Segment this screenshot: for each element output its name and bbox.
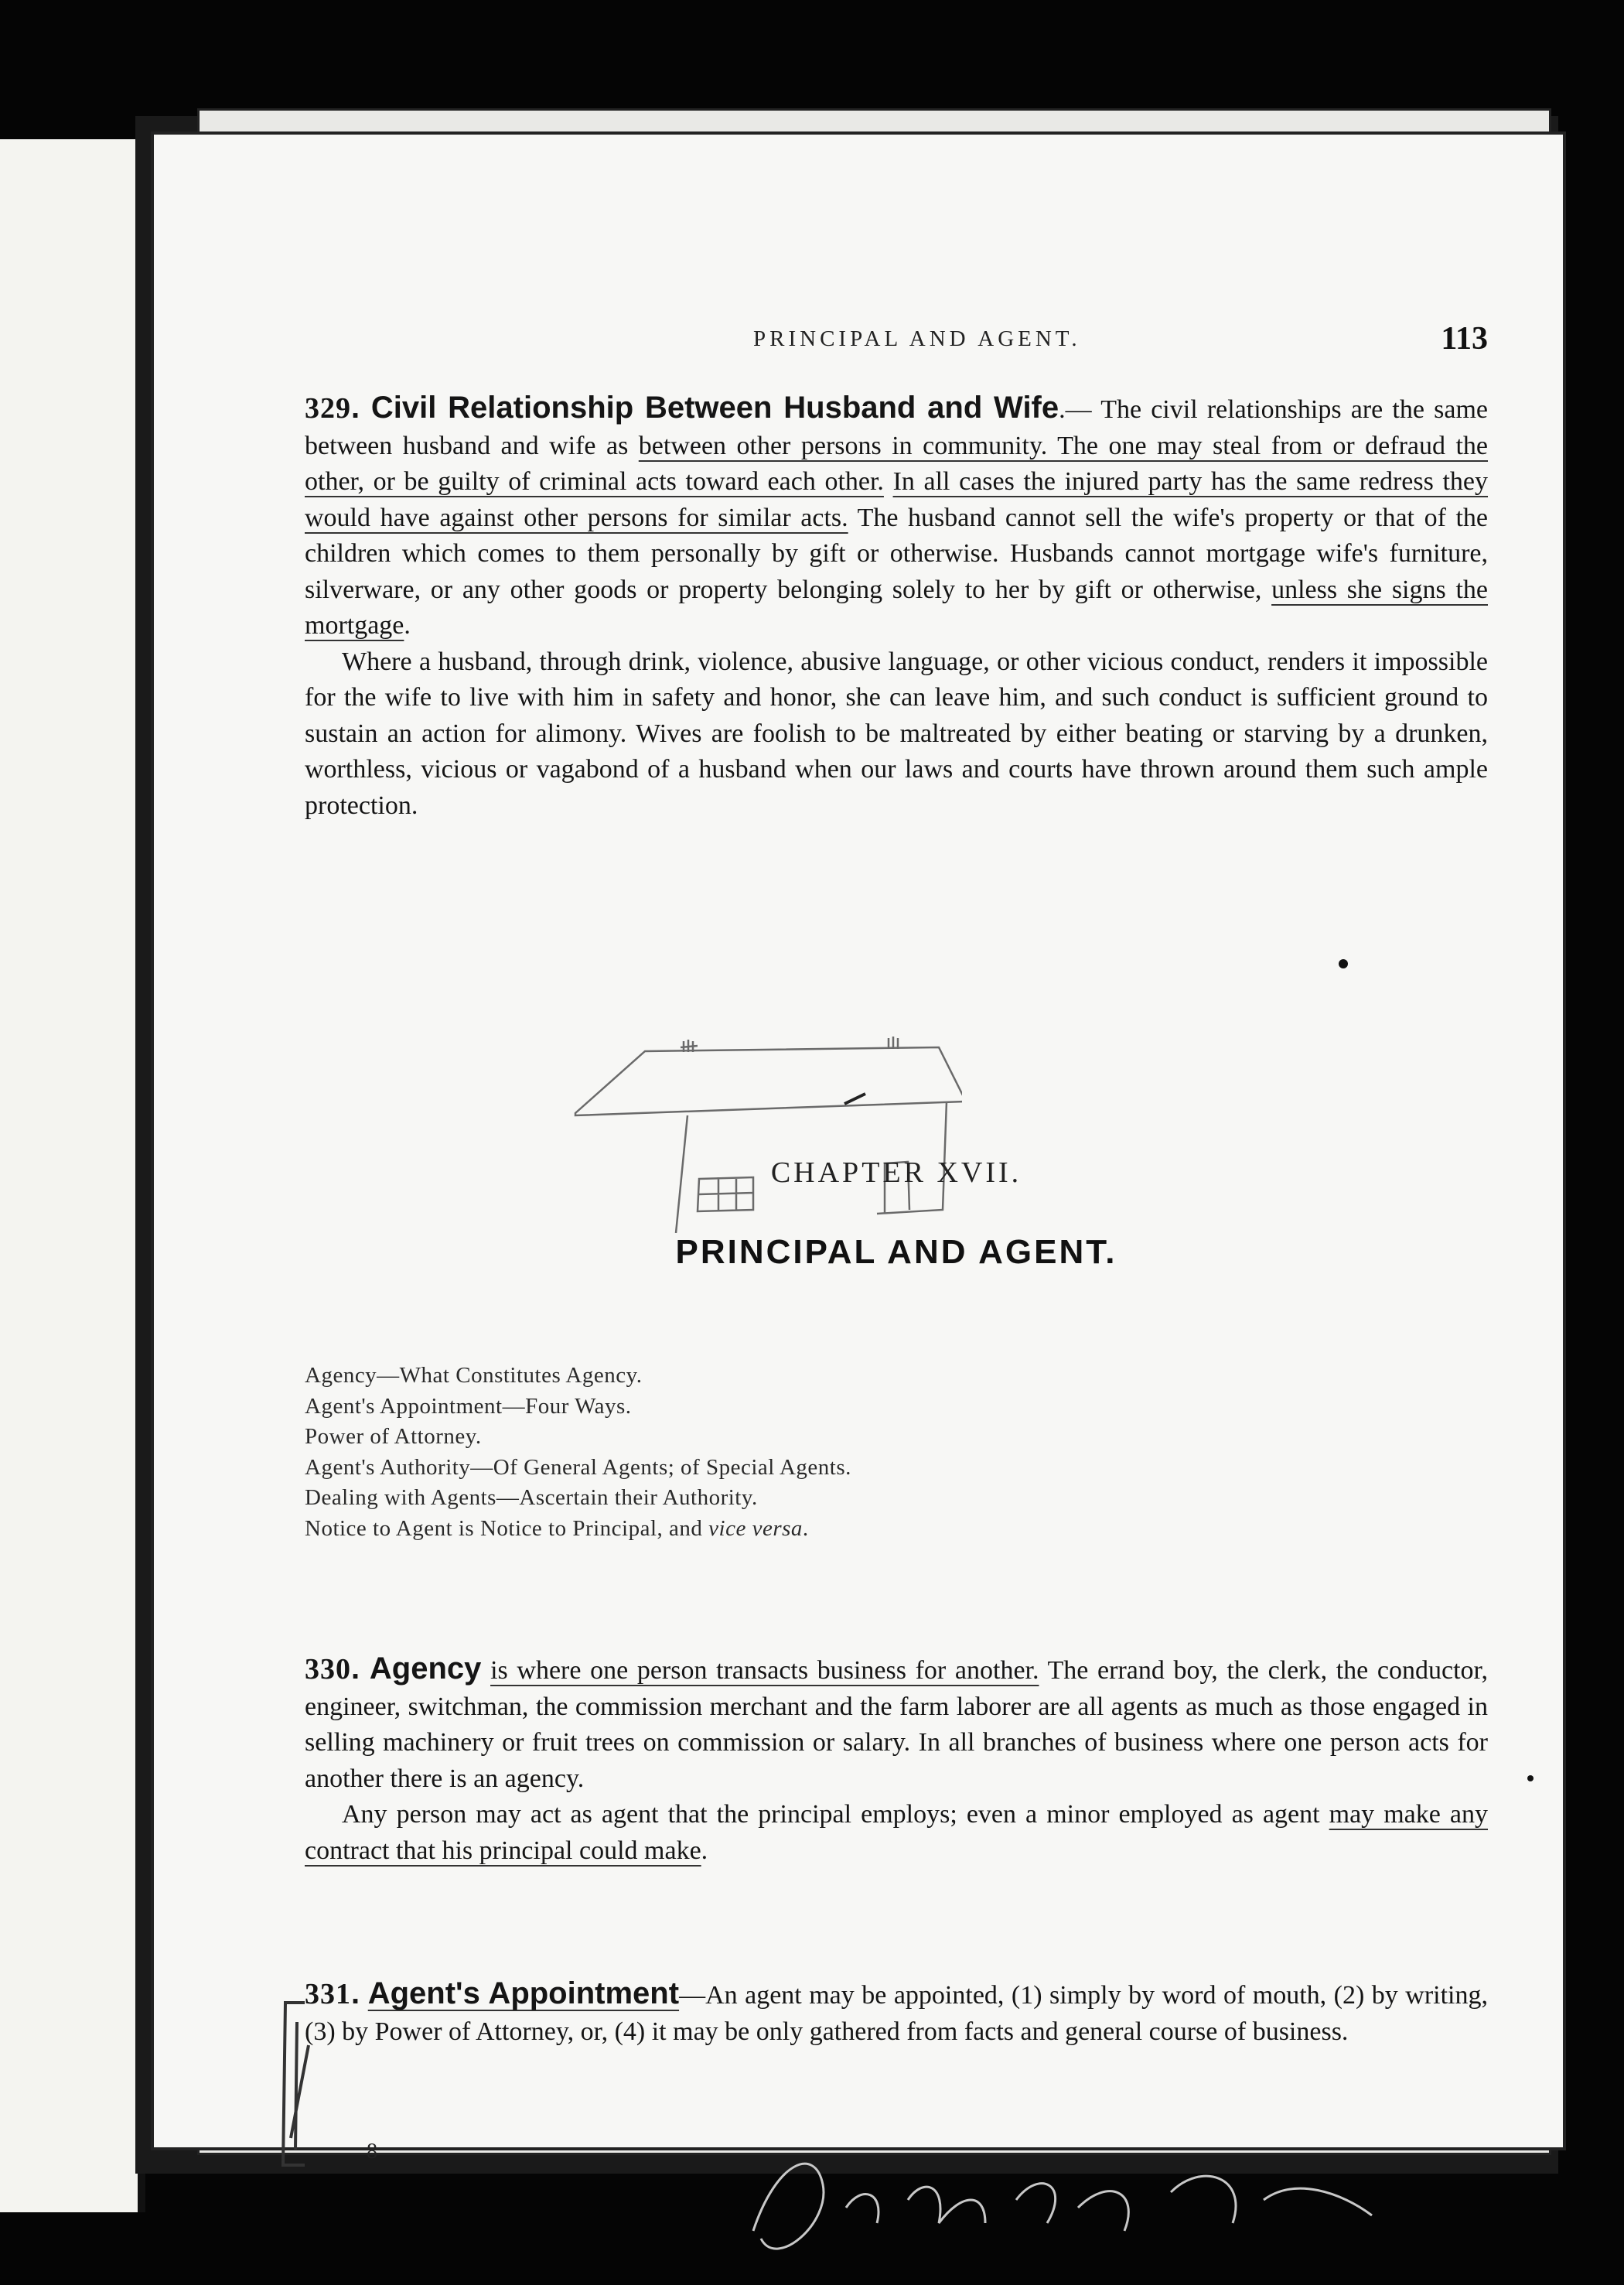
contents-text: Notice to Agent is Notice to Principal, and: [305, 1515, 709, 1541]
section-number: 329: [305, 392, 351, 425]
running-head: [305, 320, 1488, 359]
book-page: [151, 131, 1566, 2164]
section-heading: Agent's Appointment: [367, 1976, 680, 2010]
section-number: 331: [305, 1978, 351, 2010]
page-text-block: [305, 135, 1489, 2164]
chapter-number: CHAPTER XVII.: [770, 1156, 1022, 1189]
section-329-paragraph-2: Where a husband, through drink, violence, abusive language, or other vicious conduct, renders it impossible for the wife to live with him in safety and honor, she can leave him, and such conduct is sufficient ground to sustain an action for alimony. Wives are foolish to be maltreated by either beating or starving by a drunken, worthless, vicious or vagabond of a husband when our laws and courts have thrown around them such ample protection.: [305, 647, 1488, 820]
contents-item: Power of Attorney.: [305, 1424, 482, 1449]
contents-item: [305, 1514, 1488, 1545]
section-dot: .: [351, 391, 371, 425]
section-331-paragraph: [305, 1976, 1488, 2050]
paragraph-text: .: [404, 611, 411, 640]
contents-item: Dealing with Agents—Ascertain their Authority.: [305, 1485, 758, 1510]
section-dot: .: [351, 1976, 368, 2010]
contents-italic: vice versa: [708, 1515, 803, 1541]
section-329-paragraph-1: [305, 390, 1488, 644]
contents-item: Agent's Authority—Of General Agents; of Special Agents.: [305, 1454, 851, 1480]
underlined-text: between other persons in community. The one may steal from or defraud the other, or be guilty of criminal acts toward each other.: [305, 431, 1489, 496]
faint-pencil-scribble: [707, 2115, 1403, 2285]
chapter-contents: [305, 1361, 1488, 1544]
sketch-roof: [575, 1047, 962, 1115]
contents-item: Agent's Appointment—Four Ways.: [305, 1393, 632, 1419]
underlined-text: is where one person transacts business for another.: [490, 1656, 1039, 1685]
sketch-stroke: [844, 1094, 865, 1104]
section-331: [305, 1976, 1488, 2050]
paragraph-text: The husband cannot sell the wife's property or that of the children which comes to them personally by gift or otherwise. Husbands cannot mortgage wife's furniture, silverware, or any other goods or property belonging solely to her by gift or otherwise,: [305, 503, 1488, 604]
page-number: 113: [1441, 321, 1488, 357]
pencil-house-sketch: [560, 978, 962, 1233]
paragraph-text: Any person may act as agent that the principal employs; even a minor employed as agent: [342, 1800, 1329, 1829]
section-330: [305, 1651, 1488, 1869]
chapter-title: PRINCIPAL AND AGENT.: [675, 1233, 1117, 1271]
paragraph-text: [884, 467, 893, 496]
section-329: [305, 390, 1488, 824]
stray-ink-dot: [1527, 1775, 1534, 1781]
section-330-paragraph-2: [305, 1797, 1488, 1869]
section-330-paragraph-1: [305, 1651, 1488, 1797]
margin-bracket-mark: [274, 1999, 328, 2169]
contents-item: Agency—What Constitutes Agency.: [305, 1363, 643, 1388]
contents-text: .: [802, 1515, 809, 1541]
underlined-text: In all cases the injured party has the same redress they would have against other persons for similar acts.: [305, 467, 1489, 532]
signature-mark: 8: [367, 2140, 377, 2164]
section-heading: Civil Relationship Between Husband and Wife: [370, 391, 1059, 425]
section-number: 330: [305, 1653, 351, 1686]
section-dot: .: [351, 1651, 370, 1686]
paragraph-text: —An agent may be appointed, (1) simply by word of mouth, (2) by writing, (3) by Power of Attorney, or, (4) it may be only gathered from facts and general course of business.: [305, 1981, 1488, 2046]
paragraph-text: The errand boy, the clerk, the conductor, engineer, switchman, the commission merchant and the farm laborer are all agents as much as those engaged in selling machinery or fruit trees on commission or salary. In all branches of business where one person acts for another there is an agency.: [305, 1656, 1489, 1793]
facing-page-edge: [0, 139, 145, 2212]
section-heading: Agency: [369, 1651, 482, 1686]
paragraph-text: The civil relationships are the same between husband and wife as: [305, 395, 1488, 460]
heading-dash: .—: [1059, 395, 1092, 424]
running-title: PRINCIPAL AND AGENT.: [753, 326, 1081, 351]
underlined-text: unless she signs the mortgage: [305, 575, 1488, 640]
underlined-text: may make any contract that his principal could make: [305, 1800, 1488, 1865]
stray-ink-dot: [1339, 959, 1348, 968]
paragraph-text: .: [701, 1836, 708, 1865]
